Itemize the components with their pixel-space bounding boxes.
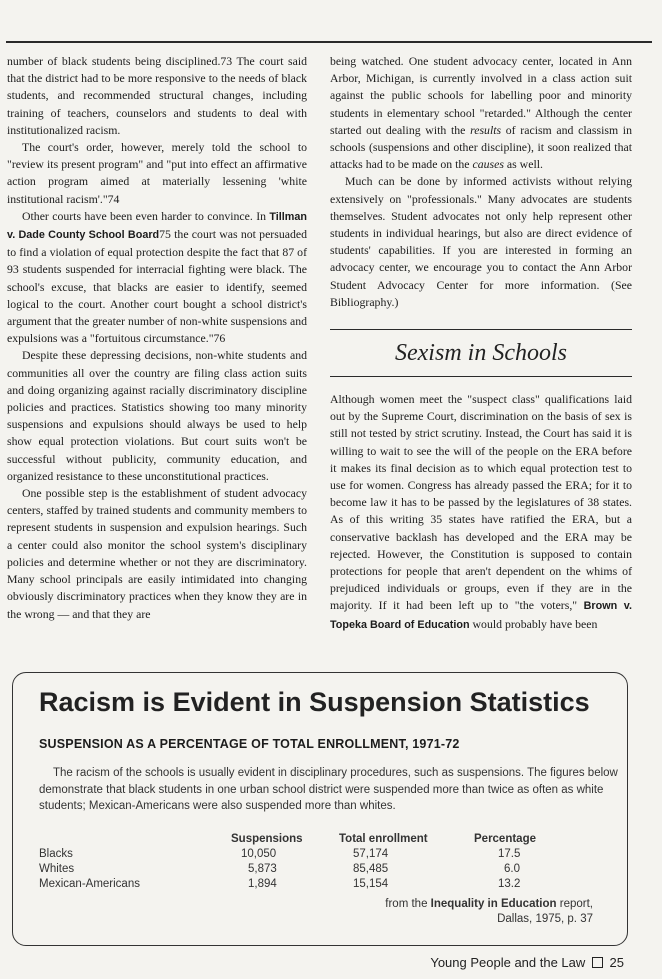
statistics-box — [12, 672, 628, 946]
paragraph-text: Although women meet the "suspect class" qualifications laid out by the Supreme Court, discrimination on the basis of sex is still not tested by strict scrutiny. Instead, the Court has said it is willing to wait to see the will of the people on the ERA before it makes its final decision as to which equal protection test to use for women. Congress has already passed the ERA; for it to become law it has to be passed by the legislatures of 38 states. As of this writing 35 states have ratified the ERA, but a conservative backlash has developed and the ERA may be rejected. However, the Constitution is supposed to contain protections for people that aren't dependent on the whims of prejudiced individuals or groups, even if they are in the majority. If it had been left up to "the voters," — [330, 392, 632, 613]
table-row — [39, 878, 619, 892]
source-suffix: report, — [559, 898, 593, 910]
case-name: Tillman v. Dade County School Board — [7, 210, 307, 242]
paragraph-text: Other courts have been even harder to convince. In — [22, 208, 267, 223]
box-title: Racism is Evident in Suspension Statistics — [39, 687, 590, 717]
group-cell: Mexican-Americans — [39, 878, 140, 890]
suspensions-cell: 10,050 — [241, 848, 277, 860]
emphasis: results — [470, 122, 502, 137]
paragraph-text: 75 the court was not persuaded to find a violation of equal protection despite the fact that 87 of 93 students suspended for interracial fighting were black. The school's excuse, that blacks are easier to identify, seemed logical to the court. Another court bought a school district's argument that the greater number of non-white suspensions and expulsions was a "fortuitous circumstance."76 — [7, 227, 307, 346]
table-row — [39, 848, 619, 862]
box-description: The racism of the schools is usually evident in disciplinary procedures, such as suspensions. The figures below demonstrate that black students in one urban school district were suspended more than twice as often as white students; Mexican-Americans were also suspended more than whites. — [39, 767, 618, 812]
column-header-suspensions: Suspensions — [231, 833, 303, 845]
source-prefix: from the — [385, 898, 428, 910]
percentage-cell: 17.5 — [498, 848, 521, 860]
footer-title: Young People and the Law — [430, 955, 586, 970]
top-rule — [6, 41, 652, 43]
column-header-enrollment: Total enrollment — [339, 833, 428, 845]
enrollment-cell: 15,154 — [353, 878, 389, 890]
group-cell: Blacks — [39, 848, 73, 860]
page-number: 25 — [609, 955, 624, 970]
paragraph — [7, 208, 307, 348]
case-name: Brown v. Topeka Board of Education — [330, 600, 632, 631]
suspensions-cell: 5,873 — [248, 863, 277, 875]
source-line2: Dallas, 1975, p. 37 — [497, 913, 593, 925]
section-heading: Sexism in Schools — [395, 340, 567, 367]
paragraph — [330, 53, 632, 173]
suspensions-cell: 1,894 — [248, 878, 277, 890]
group-cell: Whites — [39, 863, 75, 875]
paragraph-text: being watched. One student advocacy center, located in Ann Arbor, Michigan, is currently involved in a class action suit against the public schools for labelling poor and minority students in elementary school "retarded." Although the center started out dealing with the — [330, 54, 632, 137]
percentage-cell: 6.0 — [504, 863, 520, 875]
percentage-cell: 13.2 — [498, 878, 521, 890]
paragraph-text: as well. — [506, 157, 543, 172]
table-row — [39, 863, 619, 877]
page-footer — [430, 955, 624, 970]
source-citation — [385, 897, 593, 927]
paragraph: Despite these depressing decisions, non-white students and communities all over the country are filing class action suits and doing organizing against racially discriminatory discipline policies and practices. Statistics showing too many minority suspensions and expulsions should always be used to help show equal protection violations. But court suits won't be successful without publicity, community education, and organized resistance to these unconstitutional practices. — [7, 348, 307, 483]
box-subtitle: SUSPENSION AS A PERCENTAGE OF TOTAL ENROLLMENT, 1971-72 — [39, 737, 460, 751]
paragraph — [330, 391, 632, 634]
right-column — [330, 53, 632, 634]
source-title: Inequality in Education — [430, 898, 557, 910]
enrollment-cell: 57,174 — [353, 848, 389, 860]
paragraph-text: of racism and classism in schools (suspensions and other discipline), it soon realized that attacks had to be made on the — [330, 122, 632, 172]
paragraph: One possible step is the establishment of student advocacy centers, staffed by trained students and community members to represent students in suspension and expulsion hearings. Such a center could also monitor the school system's disciplinary policies and determine whether or not they are discriminatory. Many school principals are easily intimidated into changing obviously discriminatory practices when they know they are in the wrong — and that they are — [7, 486, 307, 621]
paragraph: number of black students being disciplined.73 The court said that the district had to be more responsive to the needs of black students, and recommended structural changes, including training of teachers, counselors and students to deal with institutionalized racism. — [7, 54, 307, 137]
paragraph: The court's order, however, merely told the school to "review its present program" and "put into effect an affirmative action program aimed at materially lessening 'white institutional racism'."74 — [7, 140, 307, 206]
square-icon — [592, 957, 603, 968]
column-header-percentage: Percentage — [474, 833, 537, 845]
enrollment-cell: 85,485 — [353, 863, 389, 875]
paragraph: Much can be done by informed activists without relying extensively on "professionals." Many advocates are students themselves. Student advocates not only help represent other students in individual hearings, but also are direct evidence of students' capabilities. If you are interested in forming an advocacy center, we encourage you to contact the Ann Arbor Student Advocacy Center for more information. (See Bibliography.) — [330, 174, 632, 309]
left-column — [7, 53, 307, 623]
emphasis: causes — [472, 157, 504, 172]
paragraph-text: would probably have been — [472, 616, 598, 631]
